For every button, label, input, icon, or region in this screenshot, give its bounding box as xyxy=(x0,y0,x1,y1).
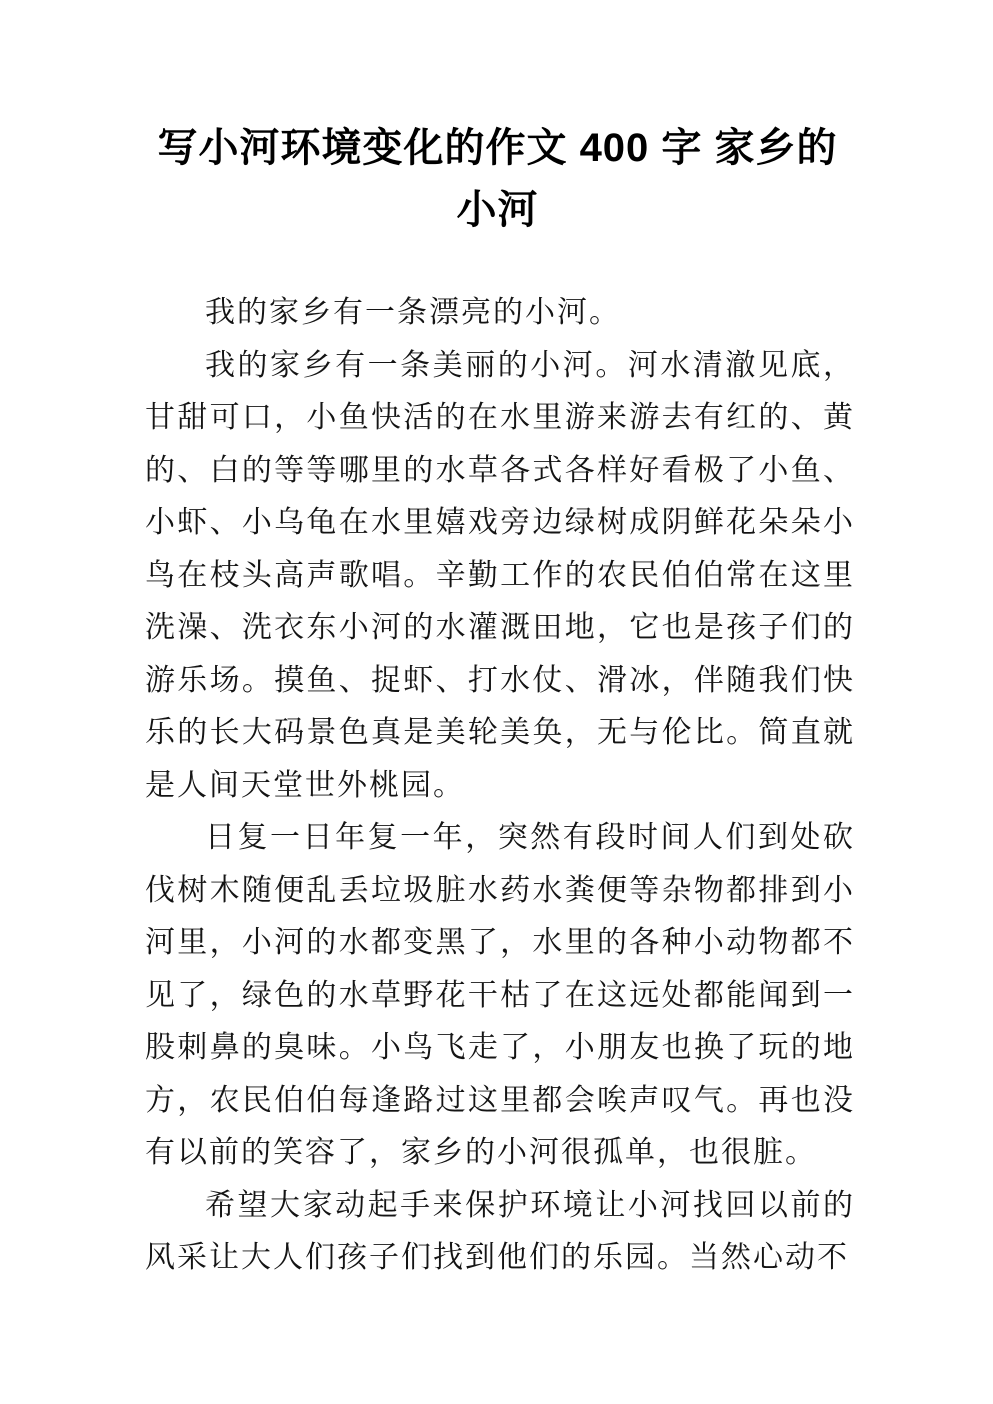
paragraph-2: 我的家乡有一条美丽的小河。河水清澈见底，甘甜可口，小鱼快活的在水里游来游去有红的、黄的、白的等等哪里的水草各式各样好看极了小鱼、小虾、小乌龟在水里嬉戏旁边绿树成阴鲜花朵朵小鸟在枝头高声歌唱。辛勤工作的农民伯伯常在这里洗澡、洗衣东小河的水灌溉田地，它也是孩子们的游乐场。摸鱼、捉虾、打水仗、滑冰，伴随我们快乐的长大码景色真是美轮美奂，无与伦比。简直就是人间天堂世外桃园。 xyxy=(145,348,855,802)
paragraph-4: 希望大家动起手来保护环境让小河找回以前的风采让大人们孩子们找到他们的乐园。当然心动不 xyxy=(145,1188,855,1274)
essay-body xyxy=(145,287,855,1285)
paragraph-3: 日复一日年复一年，突然有段时间人们到处砍伐树木随便乱丢垃圾脏水药水粪便等杂物都排到小河里，小河的水都变黑了，水里的各种小动物都不见了，绿色的水草野花干枯了在这远处都能闻到一股刺鼻的臭味。小鸟飞走了，小朋友也换了玩的地方，农民伯伯每逢路过这里都会唉声叹气。再也没有以前的笑容了，家乡的小河很孤单，也很脏。 xyxy=(145,821,855,1169)
paragraph-1: 我的家乡有一条漂亮的小河。 xyxy=(205,296,621,329)
page-title-line-1: 写小河环境变化的作文 400 字 家乡的 xyxy=(157,126,838,170)
page-title-line-2: 小河 xyxy=(456,188,539,232)
page-title xyxy=(145,117,850,241)
